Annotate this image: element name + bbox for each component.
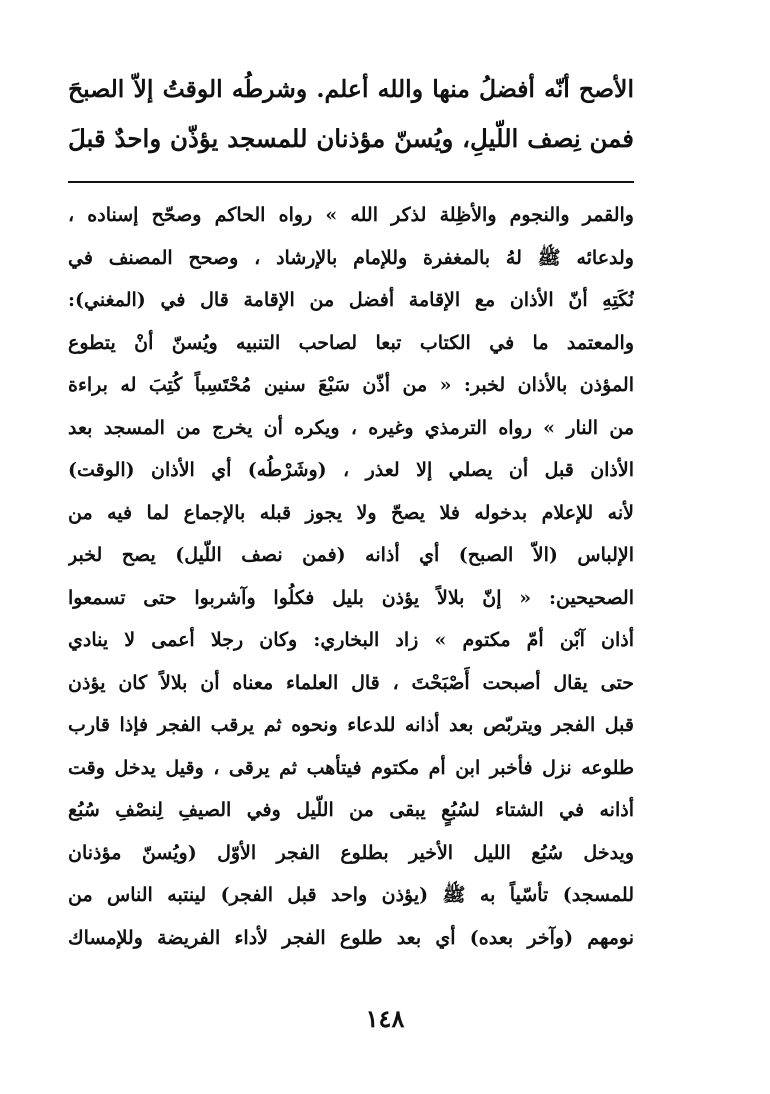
main-text-line: فمن نِصف اللّيلِ، ويُسنّ مؤذنان للمسجد يؤذّن واحدٌ قبلَ xyxy=(68,124,634,153)
commentary-block xyxy=(68,194,634,959)
commentary-line: ولدعائه ﷺ لهُ بالمغفرة وللإمام بالإرشاد ، وصحح المصنف في xyxy=(68,246,634,269)
commentary-line: والقمر والنجوم والأظِلة لذكر الله » رواه الحاكم وصحّح إسناده ، xyxy=(68,204,634,226)
commentary-line: أذانه في الشتاء لسُبُعٍ يبقى من اللّيل وفي الصيفِ لِنصْفِ سُبُع xyxy=(68,799,634,821)
commentary-line: ويدخل سُبُع الليل الأخير بطلوع الفجر الأوّل (ويُسنّ مؤذنان xyxy=(68,841,634,864)
commentary-line: للمسجد) تأسّياً به ﷺ (يؤذن واحد قبل الفجر) لينتبه الناس من xyxy=(68,884,634,906)
commentary-line: المؤذن بالأذان لخبر: « من أذّن سَبْعَ سنين مُحْتَسِباً كُتِبَ له براءة xyxy=(68,374,634,396)
commentary-line: أذان آبْن أمّ مكتوم » زاد البخاري: وكان رجلا أعمى لا ينادي xyxy=(68,629,634,651)
page-number: ١٤٨ xyxy=(365,1004,405,1033)
commentary-line: قبل الفجر ويتربّص بعد أذانه للدعاء ونحوه ثم يرقب الفجر فإذا قارب xyxy=(68,714,634,736)
commentary-line: الإلباس (الاّ الصبح) أي أذانه (فمن نصف اللّيل) يصح لخبر xyxy=(68,544,634,566)
commentary-line: طلوعه نزل فأخبر ابن أم مكتوم فيتأهب ثم يرقى ، وقيل يدخل وقت xyxy=(68,756,634,779)
main-text-block xyxy=(68,64,634,164)
commentary-line: الصحيحين: « إنّ بلالاً يؤذن بليل فكلُوا وآشربوا حتى تسمعوا xyxy=(68,586,634,609)
commentary-line: لأنه للإعلام بدخوله فلا يصحّ ولا يجوز قبله بالإجماع لما فيه من xyxy=(68,501,634,524)
text-divider xyxy=(68,181,634,183)
main-text-line: الأصح أنّه أفضلُ منها والله أعلم. وشرطُه الوقتُ إلاّ الصبحَ xyxy=(68,75,634,103)
commentary-line: الأذان قبل أن يصلي إلا لعذر ، (وشَرْطُه) أي الأذان (الوقت) xyxy=(68,459,634,481)
commentary-line: حتى يقال أصبحت أَصْبَحْتَ ، قال العلماء معناه أن بلالاً كان يؤذن xyxy=(68,671,634,694)
commentary-line: نومهم (وآخر بعده) أي بعد طلوع الفجر لأداء الفريضة وللإمساك xyxy=(68,926,634,949)
commentary-line: والمعتمد ما في الكتاب تبعا لصاحب التنبيه ويُسنّ أنْ يتطوع xyxy=(68,331,634,354)
commentary-line: نُكَتِهِ أنّ الأذان مع الإقامة أفضل من الإقامة قال في (المغني): xyxy=(68,289,634,311)
commentary-line: من النار » رواه الترمذي وغيره ، ويكره أن يخرج من المسجد بعد xyxy=(68,416,634,439)
